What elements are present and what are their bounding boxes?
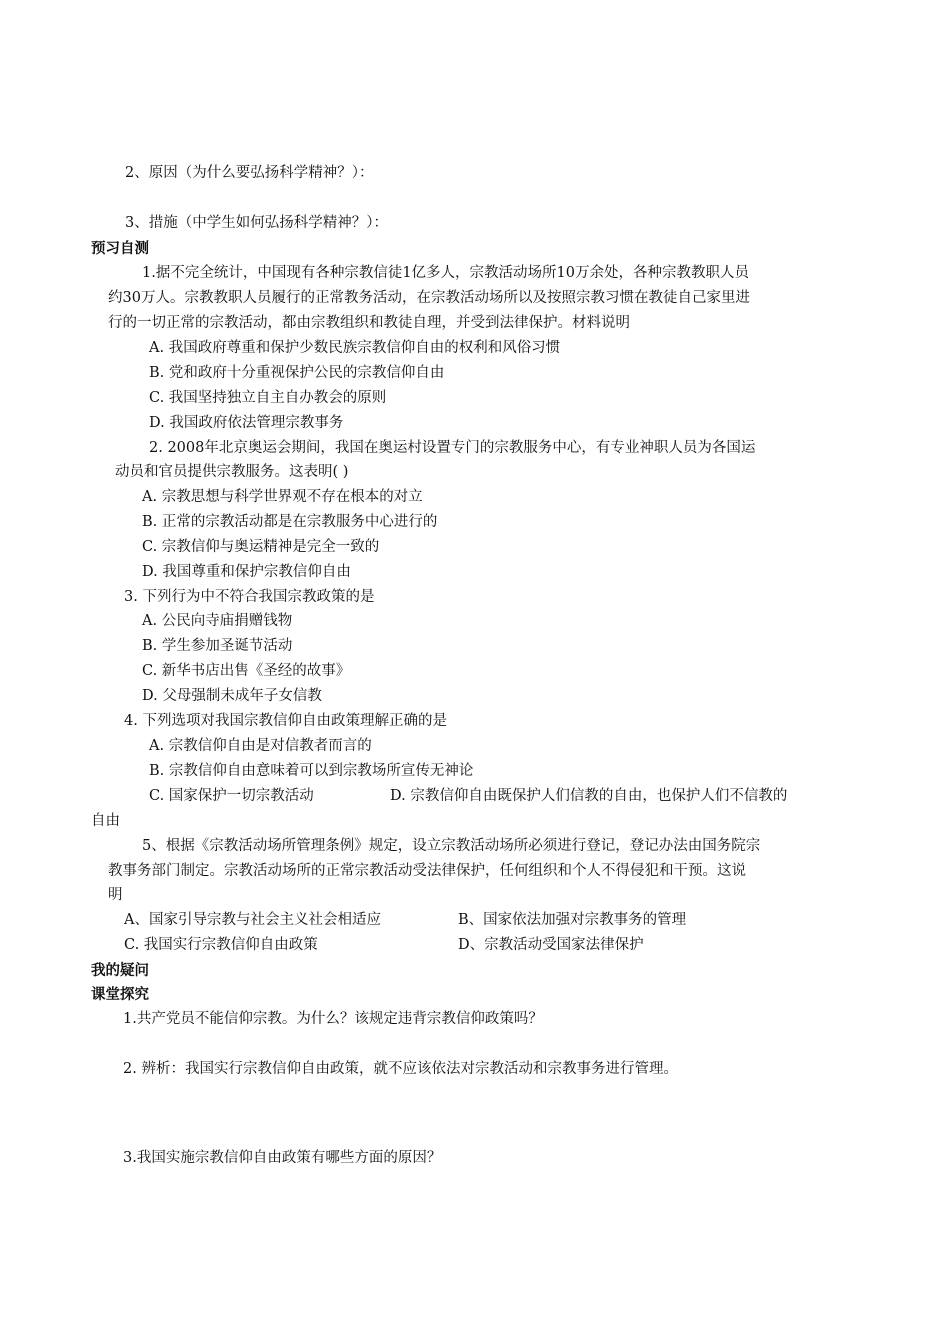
section-heading-my-questions: 我的疑问 <box>91 963 149 979</box>
inquiry-question-1: 1.共产党员不能信仰宗教。为什么？该规定违背宗教信仰政策吗？ <box>123 1011 543 1027</box>
question-4-text: 4. 下列选项对我国宗教信仰自由政策理解正确的是 <box>124 713 447 729</box>
question-2-text-line-1: 2. 2008年北京奥运会期间，我国在奥运村设置专门的宗教服务中心，有专业神职人员为各国运 <box>149 440 756 456</box>
question-3-option-d: D. 父母强制未成年子女信教 <box>142 688 322 704</box>
question-3-option-b: B. 学生参加圣诞节活动 <box>142 638 293 654</box>
question-2-option-d: D. 我国尊重和保护宗教信仰自由 <box>142 564 351 580</box>
question-4-option-d-continued: 自由 <box>91 813 120 829</box>
question-1-text-line-2: 约30万人。宗教教职人员履行的正常教务活动，在宗教活动场所以及按照宗教习惯在教徒自己家里进 <box>108 290 750 306</box>
question-4-option-c: C. 国家保护一切宗教活动 <box>149 788 314 804</box>
inquiry-question-3: 3.我国实施宗教信仰自由政策有哪些方面的原因？ <box>123 1150 442 1166</box>
question-1-option-d: D. 我国政府依法管理宗教事务 <box>149 415 344 431</box>
question-5-option-c: C. 我国实行宗教信仰自由政策 <box>124 937 318 953</box>
question-2-option-c: C. 宗教信仰与奥运精神是完全一致的 <box>142 539 380 555</box>
question-4-option-d: D. 宗教信仰自由既保护人们信教的自由，也保护人们不信教的 <box>390 788 788 804</box>
question-3-option-c: C. 新华书店出售《圣经的故事》 <box>142 663 351 679</box>
question-3-text: 3. 下列行为中不符合我国宗教政策的是 <box>124 589 375 605</box>
study-item-measures: 3、措施（中学生如何弘扬科学精神？）： <box>125 215 388 231</box>
inquiry-question-2: 2. 辨析：我国实行宗教信仰自由政策，就不应该依法对宗教活动和宗教事务进行管理。 <box>123 1061 678 1077</box>
question-1-option-c: C. 我国坚持独立自主自办教会的原则 <box>149 390 387 406</box>
question-5-text-line-2: 教事务部门制定。宗教活动场所的正常宗教活动受法律保护，任何组织和个人不得侵犯和干预。这说 <box>108 863 746 879</box>
question-4-option-b: B. 宗教信仰自由意味着可以到宗教场所宣传无神论 <box>149 763 474 779</box>
question-5-option-d: D、宗教活动受国家法律保护 <box>458 937 644 953</box>
section-heading-class-inquiry: 课堂探究 <box>91 987 149 1003</box>
question-1-text-line-3: 行的一切正常的宗教活动，都由宗教组织和教徒自理，并受到法律保护。材料说明 <box>108 315 630 331</box>
question-2-text-line-2: 动员和官员提供宗教服务。这表明( ) <box>115 464 349 480</box>
question-2-option-b: B. 正常的宗教活动都是在宗教服务中心进行的 <box>142 514 438 530</box>
question-5-text-line-1: 5、根据《宗教活动场所管理条例》规定，设立宗教活动场所必须进行登记，登记办法由国务院宗 <box>142 838 761 854</box>
question-5-option-b: B、国家依法加强对宗教事务的管理 <box>458 912 687 928</box>
question-4-option-a: A. 宗教信仰自由是对信教者而言的 <box>149 738 372 754</box>
question-5-option-a: A、国家引导宗教与社会主义社会相适应 <box>124 912 381 928</box>
question-5-text-line-3: 明 <box>108 887 123 903</box>
question-1-text-line-1: 1.据不完全统计，中国现有各种宗教信徒1亿多人，宗教活动场所10万余处，各种宗教教职人员 <box>142 265 750 281</box>
question-3-option-a: A. 公民向寺庙捐赠钱物 <box>142 613 293 629</box>
study-item-reason: 2、原因（为什么要弘扬科学精神？）： <box>125 165 374 181</box>
section-heading-preview-test: 预习自测 <box>91 241 149 257</box>
question-2-option-a: A. 宗教思想与科学世界观不存在根本的对立 <box>142 489 423 505</box>
question-1-option-a: A. 我国政府尊重和保护少数民族宗教信仰自由的权利和风俗习惯 <box>149 340 561 356</box>
question-1-option-b: B. 党和政府十分重视保护公民的宗教信仰自由 <box>149 365 445 381</box>
